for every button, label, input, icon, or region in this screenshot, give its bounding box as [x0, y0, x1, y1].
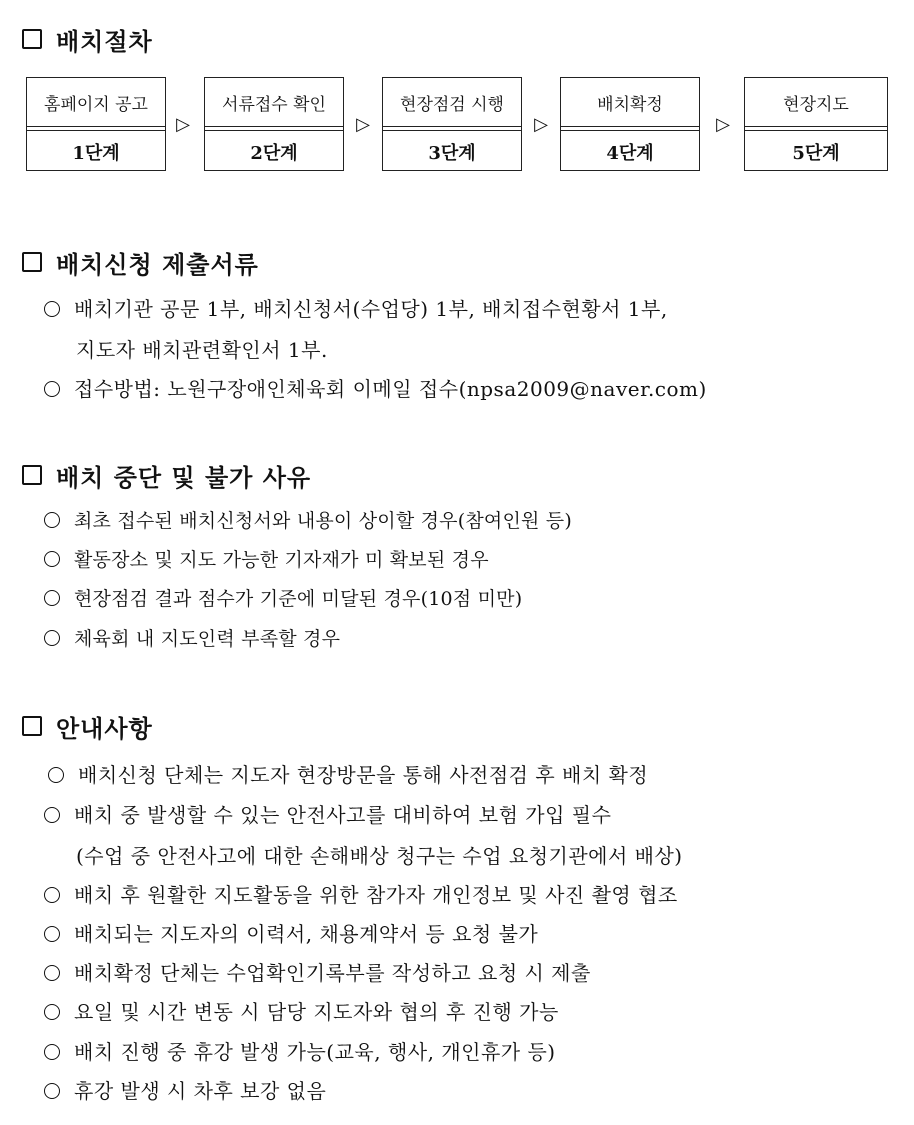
- list-item: 배치신청 단체는 지도자 현장방문을 통해 사전점검 후 배치 확정: [48, 762, 908, 788]
- step-5-stage: 5단계: [792, 143, 840, 164]
- circle-bullet-icon: [44, 1004, 60, 1020]
- circle-bullet-icon: [44, 551, 60, 567]
- step-5-title: 현장지도: [745, 78, 887, 127]
- list-item: 요일 및 시간 변동 시 담당 지도자와 협의 후 진행 가능: [44, 999, 904, 1025]
- step-3-stage: 3단계: [428, 143, 476, 164]
- circle-bullet-icon: [44, 512, 60, 528]
- circle-bullet-icon: [44, 965, 60, 981]
- step-4-title: 배치확정: [561, 78, 699, 127]
- process-heading-text: 배치절차: [56, 27, 153, 56]
- list-item: 최초 접수된 배치신청서와 내용이 상이할 경우(참여인원 등): [44, 508, 904, 534]
- step-2-stage: 2단계: [250, 143, 298, 164]
- list-item: 배치확정 단체는 수업확인기록부를 작성하고 요청 시 제출: [44, 960, 904, 986]
- list-item: 배치기관 공문 1부, 배치신청서(수업당) 1부, 배치접수현황서 1부,: [44, 296, 904, 322]
- step-2: [204, 77, 344, 171]
- circle-bullet-icon: [48, 767, 64, 783]
- arrow-icon: ▷: [534, 114, 548, 135]
- circle-bullet-icon: [44, 301, 60, 317]
- notice-heading-text: 안내사항: [56, 714, 153, 743]
- step-3-title: 현장점검 시행: [383, 78, 521, 127]
- circle-bullet-icon: [44, 381, 60, 397]
- circle-bullet-icon: [44, 630, 60, 646]
- list-item-continuation: (수업 중 안전사고에 대한 손해배상 청구는 수업 요청기관에서 배상): [76, 844, 683, 868]
- list-item: 활동장소 및 지도 가능한 기자재가 미 확보된 경우: [44, 547, 904, 573]
- checkbox-icon: [22, 29, 42, 49]
- list-item: 배치 후 원활한 지도활동을 위한 참가자 개인정보 및 사진 촬영 협조: [44, 882, 904, 908]
- step-1: [26, 77, 166, 171]
- list-item: 현장점검 결과 점수가 기준에 미달된 경우(10점 미만): [44, 586, 904, 612]
- list-item: 배치되는 지도자의 이력서, 채용계약서 등 요청 불가: [44, 921, 904, 947]
- circle-bullet-icon: [44, 590, 60, 606]
- arrow-icon: ▷: [356, 114, 370, 135]
- documents-heading: [22, 247, 259, 277]
- documents-heading-text: 배치신청 제출서류: [56, 250, 259, 279]
- step-3: [382, 77, 522, 171]
- step-1-title: 홈페이지 공고: [27, 78, 165, 127]
- list-item-continuation: 지도자 배치관련확인서 1부.: [76, 338, 328, 362]
- checkbox-icon: [22, 716, 42, 736]
- circle-bullet-icon: [44, 1083, 60, 1099]
- notice-heading: [22, 711, 153, 741]
- arrow-icon: ▷: [176, 114, 190, 135]
- list-item: 체육회 내 지도인력 부족할 경우: [44, 626, 904, 652]
- process-heading: [22, 24, 153, 54]
- arrow-icon: ▷: [716, 114, 730, 135]
- suspension-heading-text: 배치 중단 및 불가 사유: [56, 463, 312, 492]
- step-4: [560, 77, 700, 171]
- step-5: [744, 77, 888, 171]
- step-1-stage: 1단계: [72, 143, 120, 164]
- list-item: 휴강 발생 시 차후 보강 없음: [44, 1078, 904, 1104]
- list-item: 배치 진행 중 휴강 발생 가능(교육, 행사, 개인휴가 등): [44, 1039, 904, 1065]
- circle-bullet-icon: [44, 887, 60, 903]
- suspension-heading: [22, 460, 311, 490]
- process-steps: [26, 77, 894, 173]
- circle-bullet-icon: [44, 1044, 60, 1060]
- circle-bullet-icon: [44, 807, 60, 823]
- circle-bullet-icon: [44, 926, 60, 942]
- list-item: 배치 중 발생할 수 있는 안전사고를 대비하여 보험 가입 필수: [44, 802, 904, 828]
- list-item: 접수방법: 노원구장애인체육회 이메일 접수(npsa2009@naver.com): [44, 376, 904, 402]
- step-2-title: 서류접수 확인: [205, 78, 343, 127]
- step-4-stage: 4단계: [606, 143, 654, 164]
- checkbox-icon: [22, 252, 42, 272]
- checkbox-icon: [22, 465, 42, 485]
